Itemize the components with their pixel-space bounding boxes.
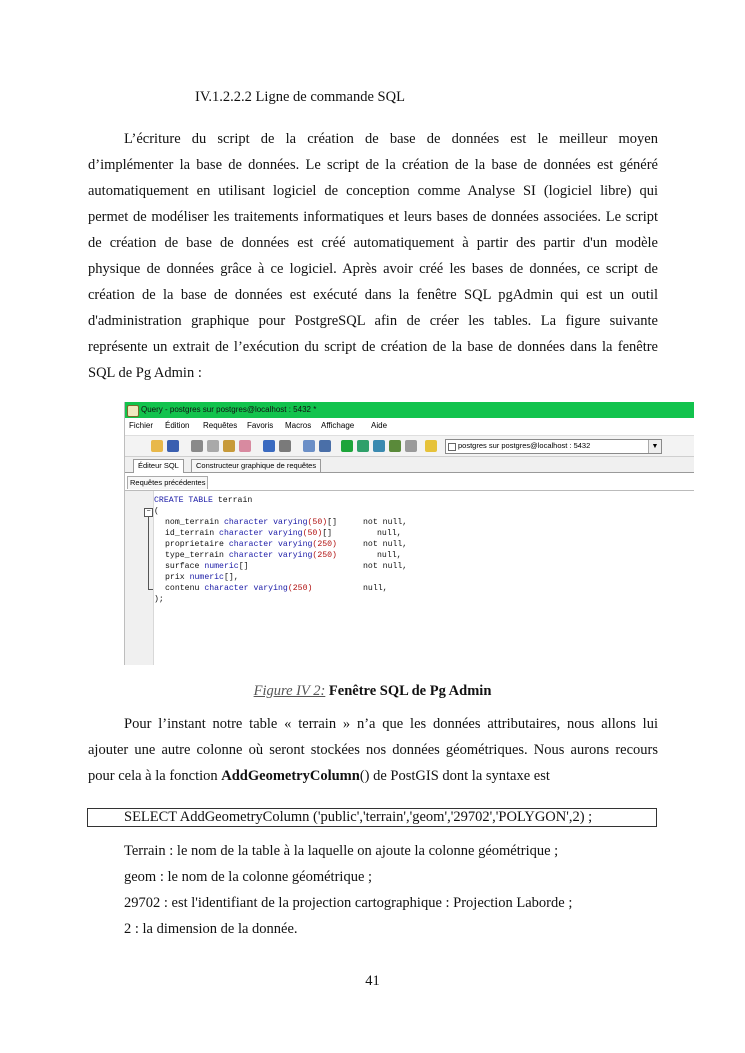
code-line: prix numeric[], bbox=[165, 573, 239, 582]
copy-icon[interactable] bbox=[207, 440, 219, 452]
figure-label[interactable]: Figure IV 2: bbox=[253, 683, 326, 699]
fold-marker-icon[interactable]: − bbox=[144, 508, 153, 517]
menu-aide[interactable]: Aide bbox=[371, 421, 388, 430]
code-line: type_terrain character varying(250) bbox=[165, 551, 337, 560]
menu-macros[interactable]: Macros bbox=[285, 421, 312, 430]
definition-item: 29702 : est l'identifiant de la projection cartographique : Projection Laborde ; bbox=[124, 895, 573, 911]
connection-label: postgres sur postgres@localhost : 5432 bbox=[458, 441, 591, 450]
editor-tabs bbox=[125, 457, 694, 473]
connection-select[interactable] bbox=[445, 439, 662, 454]
sql-editor[interactable] bbox=[125, 490, 694, 665]
tab-previous-queries[interactable]: Requêtes précédentes bbox=[127, 476, 208, 489]
paragraph-line: permet de modéliser les traitements informatiques et leurs bases de données associées. Le script bbox=[88, 209, 658, 225]
menu-affichage[interactable]: Affichage bbox=[321, 421, 355, 430]
pgadmin-screenshot bbox=[124, 402, 694, 665]
window-titlebar bbox=[125, 402, 694, 418]
paragraph-2 bbox=[88, 711, 658, 789]
menu-favoris[interactable]: Favoris bbox=[247, 421, 274, 430]
definition-item: 2 : la dimension de la donnée. bbox=[124, 921, 298, 937]
tab-query-builder[interactable]: Constructeur graphique de requêtes bbox=[191, 459, 321, 472]
code-line: CREATE TABLE terrain bbox=[154, 496, 253, 505]
figure-caption bbox=[0, 683, 745, 700]
toolbar bbox=[125, 435, 694, 457]
function-name: AddGeometryColumn bbox=[221, 768, 360, 784]
paragraph-line: représente un extrait de l’exécution du script de création de la base de données dans la fenêtre bbox=[88, 339, 658, 355]
explain-icon[interactable] bbox=[389, 440, 401, 452]
paragraph-line: d'administration graphique pour PostgreSQL afin de créer les tables. La figure suivante bbox=[88, 313, 658, 329]
window-title: Query - postgres sur postgres@localhost : 5432 * bbox=[141, 405, 317, 414]
cut-icon[interactable] bbox=[191, 440, 203, 452]
paragraph-line: de création de base de données est créé automatiquement à partir des partir d'un modèle bbox=[88, 235, 658, 251]
chevron-down-icon[interactable]: ▼ bbox=[648, 440, 661, 453]
paragraph-1 bbox=[88, 126, 658, 386]
code-line: ); bbox=[154, 595, 164, 604]
paragraph-line: automatiquement en utilisant logiciel de conception comme Analyse SI (logiciel libre) qui bbox=[88, 183, 658, 199]
paragraph-line: L’écriture du script de la création de base de données est le meilleur moyen bbox=[124, 131, 658, 147]
definition-item: Terrain : le nom de la table à la laquelle on ajoute la colonne géométrique ; bbox=[124, 843, 559, 859]
sql-command: SELECT AddGeometryColumn ('public','terrain','geom','29702','POLYGON',2) ; bbox=[124, 809, 593, 825]
code-line: nom_terrain character varying(50)[] bbox=[165, 518, 337, 527]
code-line: null, bbox=[363, 584, 388, 593]
code-line: proprietaire character varying(250) bbox=[165, 540, 337, 549]
definition-list bbox=[124, 838, 572, 942]
app-icon bbox=[127, 405, 139, 417]
menu-fichier[interactable]: Fichier bbox=[129, 421, 154, 430]
redo-icon[interactable] bbox=[279, 440, 291, 452]
fold-line-end bbox=[148, 589, 153, 590]
paragraph-line: SQL de Pg Admin : bbox=[88, 365, 202, 381]
code-line: contenu character varying(250) bbox=[165, 584, 313, 593]
page-number: 41 bbox=[365, 973, 380, 989]
editor-gutter bbox=[125, 491, 154, 665]
code-line: null, bbox=[377, 551, 402, 560]
menubar bbox=[125, 420, 694, 433]
code-line: null, bbox=[377, 529, 402, 538]
paragraph-line: ajouter une autre colonne où seront stockées nos données géométriques. Nous aurons recours bbox=[88, 742, 658, 758]
indent-icon[interactable] bbox=[319, 440, 331, 452]
sql-command-box bbox=[87, 808, 657, 827]
save-icon[interactable] bbox=[167, 440, 179, 452]
tab-sql-editor[interactable]: Éditeur SQL bbox=[133, 459, 184, 473]
paragraph-line: création de la base de données est exécuté dans la fenêtre SQL pgAdmin qui est un outil bbox=[88, 287, 658, 303]
help-icon[interactable] bbox=[425, 440, 437, 452]
section-heading: IV.1.2.2.2 Ligne de commande SQL bbox=[195, 89, 405, 105]
code-line: not null, bbox=[363, 562, 408, 571]
code-line: not null, bbox=[363, 540, 408, 549]
paste-icon[interactable] bbox=[223, 440, 235, 452]
paragraph-line: d’implémenter la base de données. Le script de la création de la base de données est généré bbox=[88, 157, 658, 173]
stop-icon[interactable] bbox=[405, 440, 417, 452]
connection-checkbox[interactable] bbox=[448, 443, 456, 451]
figure-title: Fenêtre SQL de Pg Admin bbox=[328, 683, 492, 699]
code-line: ( bbox=[154, 507, 159, 516]
code-line: id_terrain character varying(50)[] bbox=[165, 529, 333, 538]
fold-line bbox=[148, 517, 149, 589]
code-line: surface numeric[] bbox=[165, 562, 249, 571]
execute-to-file-icon[interactable] bbox=[373, 440, 385, 452]
paragraph-line: Pour l’instant notre table « terrain » n’a que les données attributaires, nous allons lui bbox=[124, 716, 658, 732]
menu-requetes[interactable]: Requêtes bbox=[203, 421, 238, 430]
open-icon[interactable] bbox=[151, 440, 163, 452]
menu-edition[interactable]: Édition bbox=[165, 421, 190, 430]
paragraph-line: physique de données grâce à ce logiciel. Après avoir créé les bases de données, ce script de bbox=[88, 261, 658, 277]
paragraph-line: pour cela à la fonction AddGeometryColumn() de PostGIS dont la syntaxe est bbox=[88, 768, 550, 784]
find-icon[interactable] bbox=[303, 440, 315, 452]
undo-icon[interactable] bbox=[263, 440, 275, 452]
execute-icon[interactable] bbox=[341, 440, 353, 452]
clear-icon[interactable] bbox=[239, 440, 251, 452]
execute-pgscript-icon[interactable] bbox=[357, 440, 369, 452]
definition-item: geom : le nom de la colonne géométrique ; bbox=[124, 869, 373, 885]
code-line: not null, bbox=[363, 518, 408, 527]
